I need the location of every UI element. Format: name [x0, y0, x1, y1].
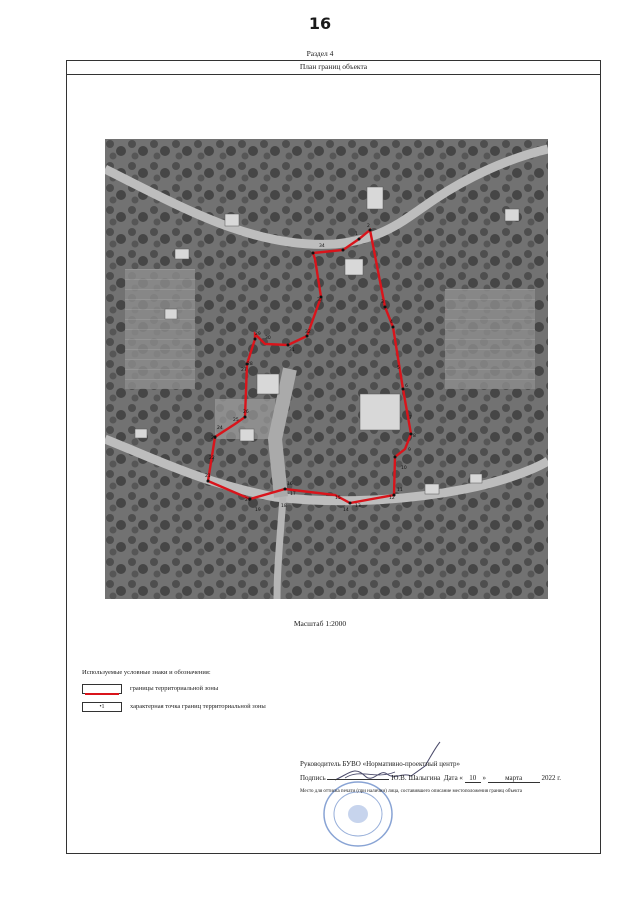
vertex-label: 24: [217, 426, 223, 431]
legend-title: Используемые условные знаки и обозначения:: [82, 669, 211, 676]
legend-symbol-boundary: [82, 684, 122, 694]
map-svg: [105, 139, 548, 599]
vertex-label: 22: [209, 456, 215, 461]
vertex-label: 9: [408, 448, 411, 453]
aerial-map: [105, 139, 548, 599]
vertex-label: 13: [355, 504, 361, 509]
vertex-label: 23: [211, 436, 217, 441]
vertex-label: 18: [281, 504, 287, 509]
vertex-label: 20: [245, 498, 251, 503]
document-title: План границ объекта: [66, 60, 601, 75]
vertex-label: 25: [233, 418, 239, 423]
vertex-label: 27: [241, 368, 247, 373]
vertex-label: 30: [265, 336, 271, 341]
signature-line: [300, 774, 561, 783]
stamp-place-note: Место для оттиска печати (при наличии) лица, составившего описание местоположения границ объекта: [300, 789, 522, 794]
vertex-label: 16: [287, 482, 293, 487]
vertex-label: 17: [290, 492, 296, 497]
vertex-label: 26: [243, 410, 249, 415]
date-month: марта: [488, 774, 540, 783]
vertex-label: 3: [381, 300, 384, 305]
legend-label-point: характерная точка границ территориальной зоны: [130, 703, 266, 710]
signatory-title: Руководитель БУВО «Нормативно-проектный центр»: [300, 760, 461, 768]
page-number: 16: [308, 14, 332, 33]
date-mid: »: [482, 774, 486, 782]
legend-label-boundary: границы территориальной зоны: [130, 685, 219, 692]
vertex-label: 31: [289, 348, 295, 353]
signatory-name: Ю.В. Шалыгина: [391, 774, 441, 782]
vertex-label: 4: [390, 320, 393, 325]
vertex-label: 32: [305, 330, 311, 335]
vertex-label: 29: [255, 332, 261, 337]
vertex-label: 14: [343, 508, 349, 513]
vertex-label: 19: [255, 508, 261, 513]
vertex-label: 11: [397, 488, 403, 493]
date-year: 2022 г.: [541, 774, 562, 782]
vertex-label: 6: [405, 384, 408, 389]
vertex-label: 8: [413, 434, 416, 439]
signature-label: Подпись: [300, 774, 326, 782]
section-label: Раздел 4: [306, 49, 334, 58]
vertex-label: 2: [367, 224, 370, 229]
vertex-label: 28: [247, 362, 253, 367]
vertex-label: 21: [205, 474, 211, 479]
vertex-label: 7: [409, 416, 412, 421]
legend-symbol-point: [82, 702, 122, 712]
vertex-label: 33: [317, 298, 323, 303]
vertex-label: 34: [319, 244, 325, 249]
vertex-label: 1: [355, 232, 358, 237]
vertex-label: 5: [397, 366, 400, 371]
signature-blank: [327, 779, 389, 780]
date-label: Дата «: [443, 774, 463, 782]
vertex-label: 12: [389, 496, 395, 501]
date-day: 10: [465, 774, 481, 783]
vertex-label: 15: [335, 496, 341, 501]
legend-point-symbol: •1: [99, 704, 105, 710]
vertex-label: 10: [401, 466, 407, 471]
scale-text: Масштаб 1:2000: [293, 619, 347, 628]
